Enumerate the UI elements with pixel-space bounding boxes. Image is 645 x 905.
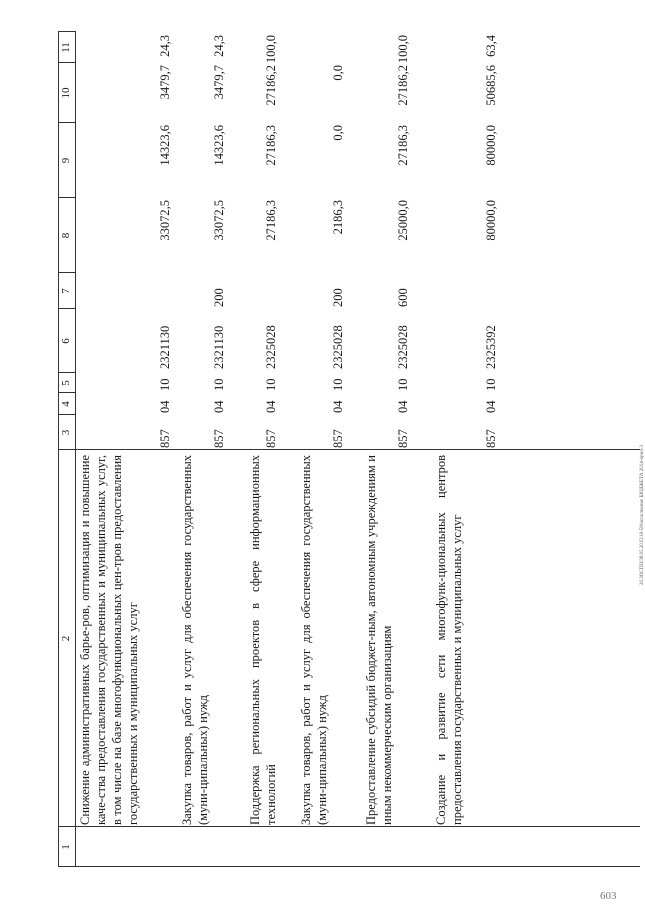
row-2-col-6: 2321130 (212, 325, 226, 369)
row-4-col-10: 0,0 (331, 65, 345, 81)
header-col-8: 8 (60, 232, 72, 239)
row-1-col-5: 10 (158, 378, 172, 391)
table-top-border (58, 31, 59, 867)
row-2-col-7: 200 (212, 288, 226, 307)
header-bottom-border (75, 31, 76, 867)
header-col-5: 5 (60, 380, 72, 386)
header-col-7: 7 (60, 288, 72, 294)
row-6-col-4: 04 (484, 400, 498, 413)
row-6-description: Создание и развитие сети многофунк-циональных центров предоставления государственных и муниципальных услуг (434, 455, 464, 825)
row-1-col-11: 24,3 (158, 35, 172, 57)
header-col-2: 2 (60, 635, 72, 642)
row-1-col-4: 04 (158, 400, 172, 413)
row-3-col-3: 857 (264, 429, 278, 448)
row-2-col-8: 33072,5 (212, 200, 226, 241)
row-5-col-11: 100,0 (396, 35, 410, 64)
row-1-description: Снижение административных барье-ров, оптимизация и повышение каче-ства предоставления государственных и муниципальных услуг, в том числе на базе многофункциональных цен-тров предоставления государственных и муниципальных услуг (78, 455, 140, 825)
row-5-description: Предоставление субсидий бюджет-ным, автономным учреждениям и иным некоммерческим организациям (364, 455, 394, 825)
row-4-col-4: 04 (331, 400, 345, 413)
row-6-col-8: 80000,0 (484, 200, 498, 241)
row-4-col-3: 857 (331, 429, 345, 448)
row-6-col-5: 10 (484, 378, 498, 391)
row-1-col-10: 3479,7 (158, 65, 172, 100)
row-6-col-11: 63,4 (484, 35, 498, 57)
row-5-col-10: 27186,2 (396, 65, 410, 106)
header-col-6: 6 (60, 338, 72, 344)
header-col-1: 1 (60, 844, 72, 850)
row-4-col-7: 200 (331, 288, 345, 307)
row-2-col-10: 3479,7 (212, 65, 226, 100)
row-1-col-3: 857 (158, 429, 172, 448)
row-6-col-9: 80000,0 (484, 125, 498, 166)
row-5-col-8: 25000,0 (396, 200, 410, 241)
header-col-9: 9 (60, 157, 72, 164)
row-4-col-9: 0,0 (331, 125, 345, 141)
table-left-border (58, 866, 640, 867)
header-col-3: 3 (60, 429, 72, 436)
row-4-description: Закупка товаров, работ и услуг для обеспечения государственных (муни-ципальных) нужд (299, 455, 329, 825)
row-5-col-6: 2325028 (396, 325, 410, 369)
row-5-col-9: 27186,3 (396, 125, 410, 166)
row-5-col-4: 04 (396, 400, 410, 413)
row-3-col-11: 100,0 (264, 35, 278, 64)
row-2-col-4: 04 (212, 400, 226, 413)
row-3-col-9: 27186,3 (264, 125, 278, 166)
row-2-description: Закупка товаров, работ и услуг для обеспечения государственных (муни-ципальных) нужд (180, 455, 210, 825)
row-6-col-6: 2325392 (484, 325, 498, 369)
footer-file-path: 20.ЗОСПН/38.05.2015/10-58/исполнение БЮДЖЕТА 2014-прил-3 (640, 445, 645, 585)
row-2-col-9: 14323,6 (212, 125, 226, 166)
col-divider-1-2 (58, 826, 640, 827)
row-3-col-5: 10 (264, 378, 278, 391)
row-2-col-5: 10 (212, 378, 226, 391)
header-col-11: 11 (60, 42, 72, 53)
row-5-col-3: 857 (396, 429, 410, 448)
row-5-col-7: 600 (396, 288, 410, 307)
row-4-col-8: 2186,3 (331, 200, 345, 235)
row-3-col-8: 27186,3 (264, 200, 278, 241)
row-1-col-9: 14323,6 (158, 125, 172, 166)
page-number: 603 (600, 890, 617, 902)
row-3-col-10: 27186,2 (264, 65, 278, 106)
row-4-col-6: 2325028 (331, 325, 345, 369)
header-col-4: 4 (60, 401, 72, 407)
row-4-col-5: 10 (331, 378, 345, 391)
row-3-col-6: 2325028 (264, 325, 278, 369)
row-6-col-3: 857 (484, 429, 498, 448)
row-3-col-4: 04 (264, 400, 278, 413)
row-1-col-8: 33072,5 (158, 200, 172, 241)
row-5-col-5: 10 (396, 378, 410, 391)
row-1-col-6: 2321130 (158, 325, 172, 369)
header-col-10: 10 (60, 87, 72, 99)
row-3-description: Поддержка региональных проектов в сфере информационных технологий (248, 455, 278, 825)
col-divider-2-3 (58, 449, 640, 450)
row-2-col-3: 857 (212, 429, 226, 448)
row-2-col-11: 24,3 (212, 35, 226, 57)
row-6-col-10: 50685,6 (484, 65, 498, 106)
